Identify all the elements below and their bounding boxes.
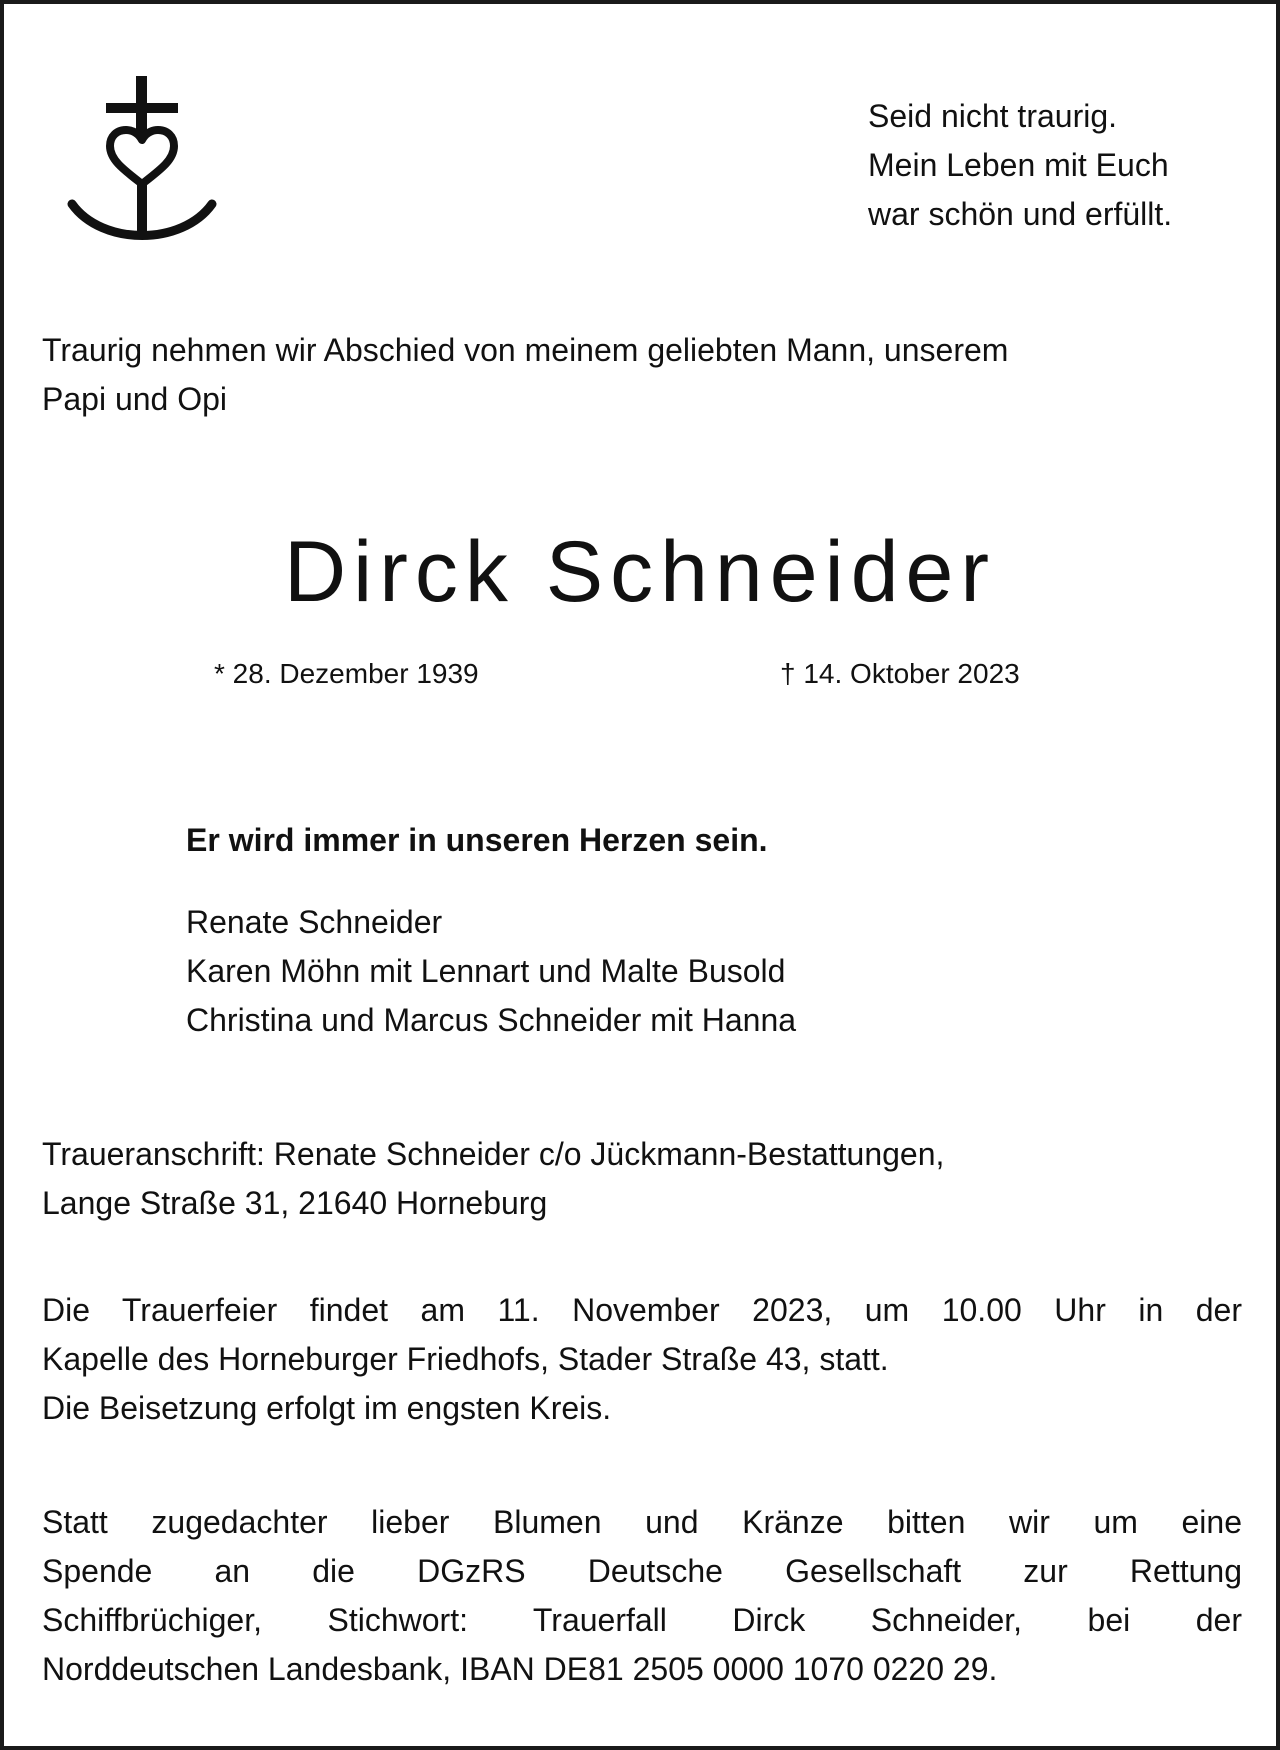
family-member: Karen Möhn mit Lennart und Malte Busold <box>186 953 786 989</box>
donation-line: Schiffbrüchiger, Stichwort: Trauerfall Dirck Schneider, bei der <box>42 1602 1242 1638</box>
intro-line: Traurig nehmen wir Abschied von meinem geliebten Mann, unserem <box>42 332 1009 368</box>
ceremony-line: Die Beisetzung erfolgt im engsten Kreis. <box>42 1390 612 1426</box>
memorial-quote: Er wird immer in unseren Herzen sein. <box>186 822 768 858</box>
mourning-address <box>42 1130 944 1228</box>
address-line: Traueranschrift: Renate Schneider c/o Jückmann-Bestattungen, <box>42 1136 945 1172</box>
birth-date: * 28. Dezember 1939 <box>214 658 479 689</box>
faith-hope-love-icon <box>66 76 218 252</box>
family-member: Renate Schneider <box>186 904 443 940</box>
intro-text <box>42 326 1008 424</box>
death-date: † 14. Oktober 2023 <box>780 658 1020 689</box>
address-line: Lange Straße 31, 21640 Horneburg <box>42 1185 548 1221</box>
donation-line: Statt zugedachter lieber Blumen und Kränze bitten wir um eine <box>42 1504 1242 1540</box>
motto-quote <box>868 92 1172 239</box>
intro-line: Papi und Opi <box>42 381 228 417</box>
family-list <box>186 898 796 1045</box>
motto-line: war schön und erfüllt. <box>868 196 1173 232</box>
motto-line: Mein Leben mit Euch <box>868 147 1169 183</box>
donation-line: Norddeutschen Landesbank, IBAN DE81 2505 0000 1070 0220 29. <box>42 1651 998 1687</box>
donation-line: Spende an die DGzRS Deutsche Gesellschaft zur Rettung <box>42 1553 1242 1589</box>
ceremony-line: Kapelle des Horneburger Friedhofs, Stader Straße 43, statt. <box>42 1341 889 1377</box>
deceased-name: Dirck Schneider <box>284 524 996 620</box>
donation-request <box>42 1498 1242 1694</box>
motto-line: Seid nicht traurig. <box>868 98 1118 134</box>
ceremony-line: Die Trauerfeier findet am 11. November 2023, um 10.00 Uhr in der <box>42 1292 1242 1328</box>
family-member: Christina und Marcus Schneider mit Hanna <box>186 1002 797 1038</box>
funeral-details <box>42 1286 1242 1433</box>
